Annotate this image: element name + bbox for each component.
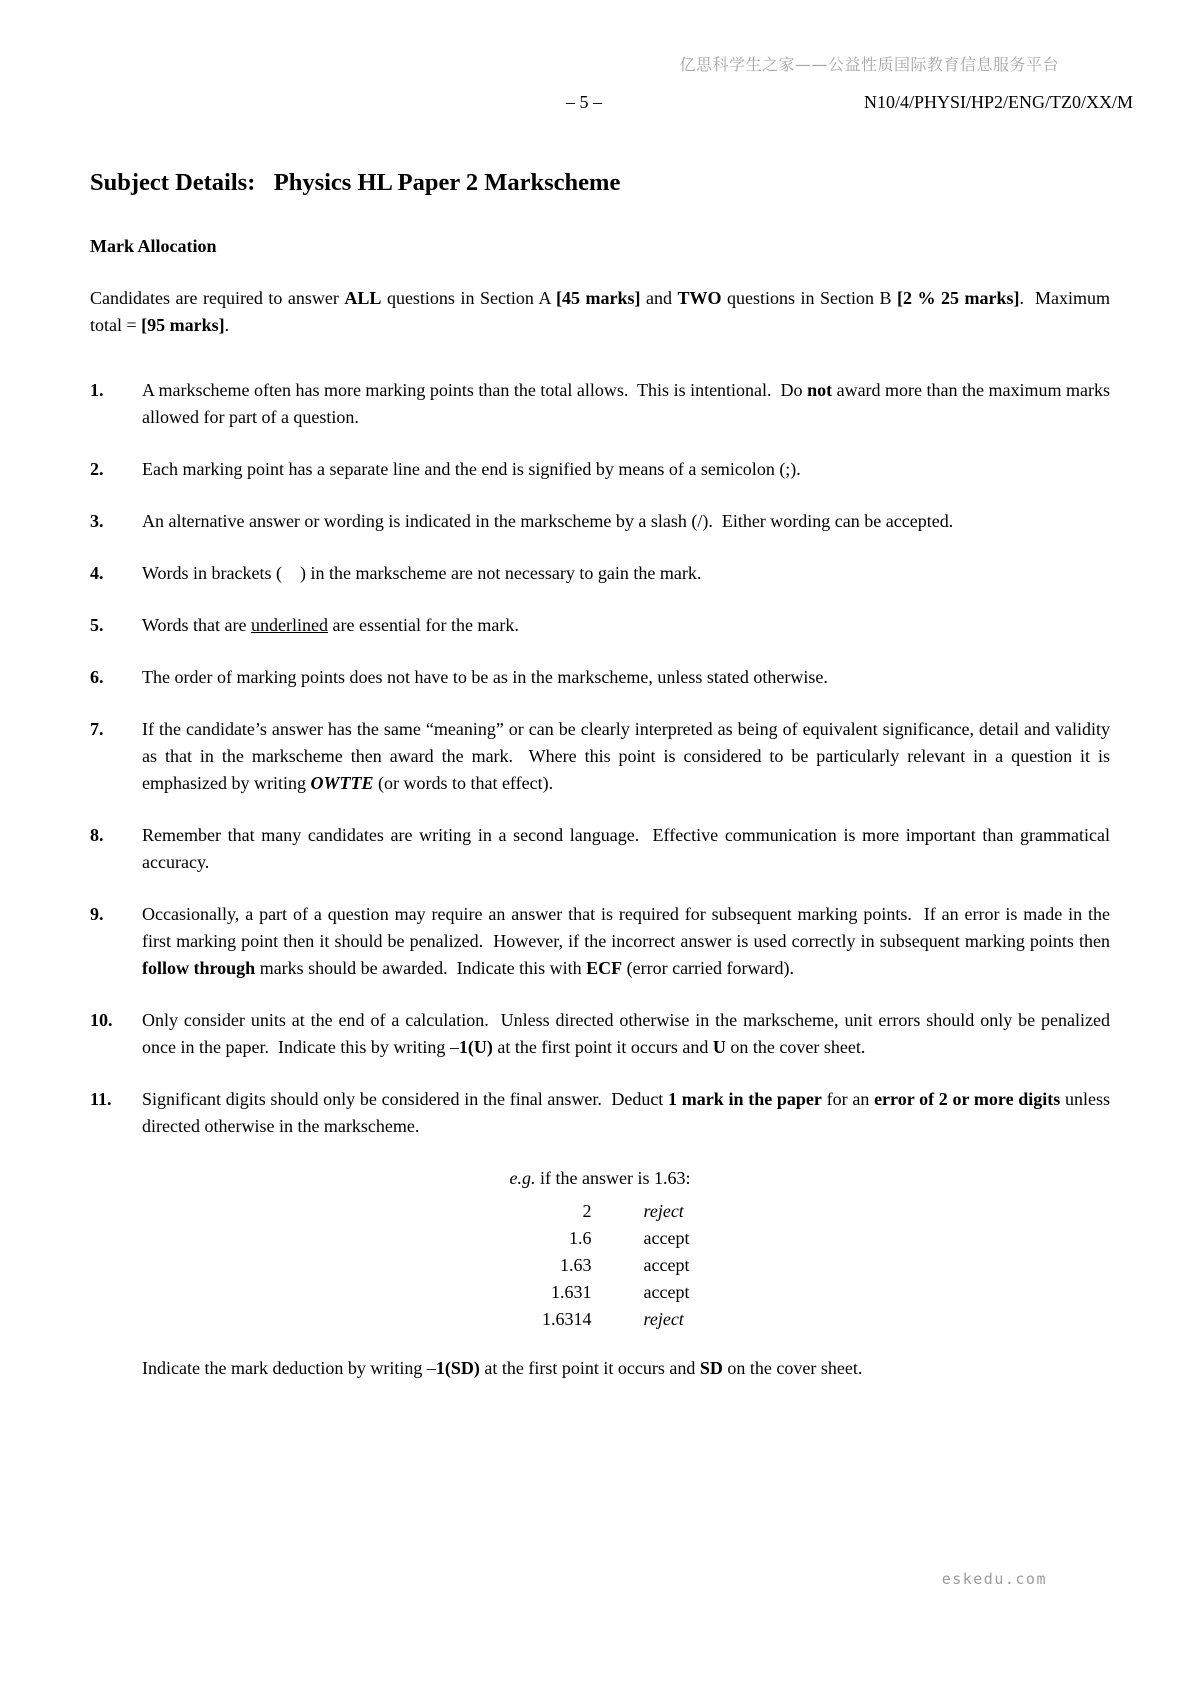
list-item-9 [90, 901, 1115, 982]
list-item-text [142, 456, 1110, 483]
text-segment: questions in Section A [381, 288, 556, 308]
text-segment: A markscheme often has more marking points than the total allows. This is intentional. Do [142, 380, 808, 400]
example-verdict [644, 1306, 794, 1333]
text-segment: [2 % 25 marks] [897, 288, 1020, 308]
text-segment: Occasionally, a part of a question may require an answer that is required for subsequent marking points. If an error is made in the first marking point then it should be penalized. However, if the incorrect answer is used correctly in subsequent marking points then [142, 904, 1115, 951]
text-segment: error of 2 or more digits [874, 1089, 1061, 1109]
text-segment: 1 mark in the paper [668, 1089, 822, 1109]
text-segment: accept [643, 1228, 690, 1248]
list-item-3 [90, 508, 1110, 535]
text-segment: marks should be awarded. Indicate this with [255, 958, 587, 978]
list-item-number: 1. [90, 380, 104, 400]
list-item-1 [90, 377, 1115, 431]
list-item-text [142, 664, 1110, 691]
text-segment: for an [821, 1089, 875, 1109]
text-segment: accept [643, 1255, 690, 1275]
text-segment: questions in Section B [721, 288, 897, 308]
list-item-number: 9. [90, 904, 104, 924]
list-item-7 [90, 716, 1115, 797]
list-item-text [142, 377, 1115, 431]
list-item-number: 5. [90, 615, 104, 635]
closing-paragraph [142, 1355, 1110, 1382]
text-segment: at the first point it occurs and [479, 1358, 700, 1378]
text-segment: Words in brackets ( ) in the markscheme are not necessary to gain the mark. [142, 563, 702, 583]
text-segment: SD [699, 1358, 723, 1378]
text-segment: Each marking point has a separate line and the end is signified by means of a semicolon (;). [142, 459, 801, 479]
list-item-number: 3. [90, 511, 104, 531]
intro-paragraph [90, 285, 1115, 339]
example-verdict [644, 1279, 794, 1306]
list-item-number: 4. [90, 563, 104, 583]
list-item-text [142, 560, 1110, 587]
text-segment: are essential for the mark. [328, 615, 519, 635]
text-segment: on the cover sheet. [725, 1037, 866, 1057]
text-segment: e.g. [509, 1168, 536, 1188]
list-item-number: 7. [90, 719, 104, 739]
text-segment: (or words to that effect). [373, 773, 554, 793]
text-segment: reject [643, 1201, 684, 1221]
text-segment: Indicate the mark deduction by writing – [142, 1358, 436, 1378]
list-item-8 [90, 822, 1115, 876]
example-value: 1.631 [551, 1282, 592, 1302]
example-value: 1.63 [560, 1255, 592, 1275]
document-content [90, 0, 1115, 1382]
list-item-number: 8. [90, 825, 104, 845]
list-item-11 [90, 1086, 1115, 1140]
text-segment: ECF [586, 958, 623, 978]
text-segment: Candidates are required to answer [90, 288, 345, 308]
example-verdict [644, 1198, 794, 1225]
section-heading-mark-allocation: Mark Allocation [90, 236, 217, 256]
text-segment: follow through [142, 958, 256, 978]
list-item-number: 10. [90, 1010, 113, 1030]
text-segment: . Maximum total = [90, 288, 1115, 335]
text-segment: accept [643, 1282, 690, 1302]
text-segment: and [640, 288, 678, 308]
list-item-text [142, 716, 1115, 797]
text-segment: . [224, 315, 230, 335]
example-row [90, 1198, 1110, 1225]
text-segment: OWTTE [310, 773, 374, 793]
list-item-number: 2. [90, 459, 104, 479]
text-segment: U [712, 1037, 726, 1057]
text-segment: not [807, 380, 833, 400]
list-item-10 [90, 1007, 1115, 1061]
text-segment: 1(U) [458, 1037, 493, 1057]
text-segment: Remember that many candidates are writing in a second language. Effective communication is more important than grammatical accuracy. [142, 825, 1115, 872]
text-segment: (error carried forward). [622, 958, 794, 978]
text-segment: ALL [344, 288, 382, 308]
example-caption [90, 1165, 1110, 1192]
example-value: 2 [582, 1201, 592, 1221]
text-segment: [45 marks] [555, 288, 641, 308]
example-row [90, 1225, 1110, 1252]
text-segment: TWO [677, 288, 722, 308]
example-value: 1.6 [569, 1228, 592, 1248]
list-item-text [142, 901, 1115, 982]
text-segment: if the answer is 1.63: [535, 1168, 691, 1188]
list-item-text [142, 612, 1110, 639]
text-segment: unless directed otherwise in the markscheme. [142, 1089, 1115, 1136]
paper-code: N10/4/PHYSI/HP2/ENG/TZ0/XX/M [863, 92, 1133, 112]
text-segment: award more than the maximum marks allowed for part of a question. [142, 380, 1115, 427]
example-block [90, 1165, 1110, 1333]
text-segment: The order of marking points does not have to be as in the markscheme, unless stated otherwise. [142, 667, 828, 687]
text-segment: underlined [251, 615, 328, 635]
list-item-text [142, 508, 1110, 535]
text-segment: reject [643, 1309, 684, 1329]
list-item-text [142, 1086, 1115, 1140]
list-item-text [142, 1007, 1115, 1061]
example-value: 1.6314 [542, 1309, 592, 1329]
text-segment: at the first point it occurs and [492, 1037, 713, 1057]
list-item-2 [90, 456, 1110, 483]
example-verdict [644, 1252, 794, 1279]
text-segment: [95 marks] [141, 315, 225, 335]
document-title: Subject Details: Physics HL Paper 2 Markscheme [90, 169, 621, 196]
text-segment: If the candidate’s answer has the same “meaning” or can be clearly interpreted as being of equivalent significance, detail and validity as that in the markscheme then award the mark. Where this point is considered to be particularly relevant in a question it is emphasized by writing [142, 719, 1115, 793]
footer-watermark: eskedu.com [941, 1570, 1047, 1588]
watermark-text: 亿思科学生之家——公益性质国际教育信息服务平台 [679, 55, 1059, 74]
example-row [90, 1306, 1110, 1333]
text-segment: Significant digits should only be considered in the final answer. Deduct [142, 1089, 669, 1109]
list-item-6 [90, 664, 1110, 691]
list-item-number: 11. [90, 1089, 112, 1109]
example-row [90, 1279, 1110, 1306]
text-segment: Only consider units at the end of a calculation. Unless directed otherwise in the markscheme, unit errors should only be penalized once in the paper. Indicate this by writing – [142, 1010, 1115, 1057]
example-verdict [644, 1225, 794, 1252]
list-item-5 [90, 612, 1110, 639]
text-segment: Words that are [142, 615, 252, 635]
list-item-4 [90, 560, 1110, 587]
example-row [90, 1252, 1110, 1279]
text-segment: on the cover sheet. [722, 1358, 863, 1378]
text-segment: An alternative answer or wording is indicated in the markscheme by a slash (/). Either wording can be accepted. [142, 511, 954, 531]
list-item-number: 6. [90, 667, 104, 687]
list-item-text [142, 822, 1115, 876]
page-number: – 5 – [566, 92, 602, 112]
text-segment: 1(SD) [435, 1358, 480, 1378]
